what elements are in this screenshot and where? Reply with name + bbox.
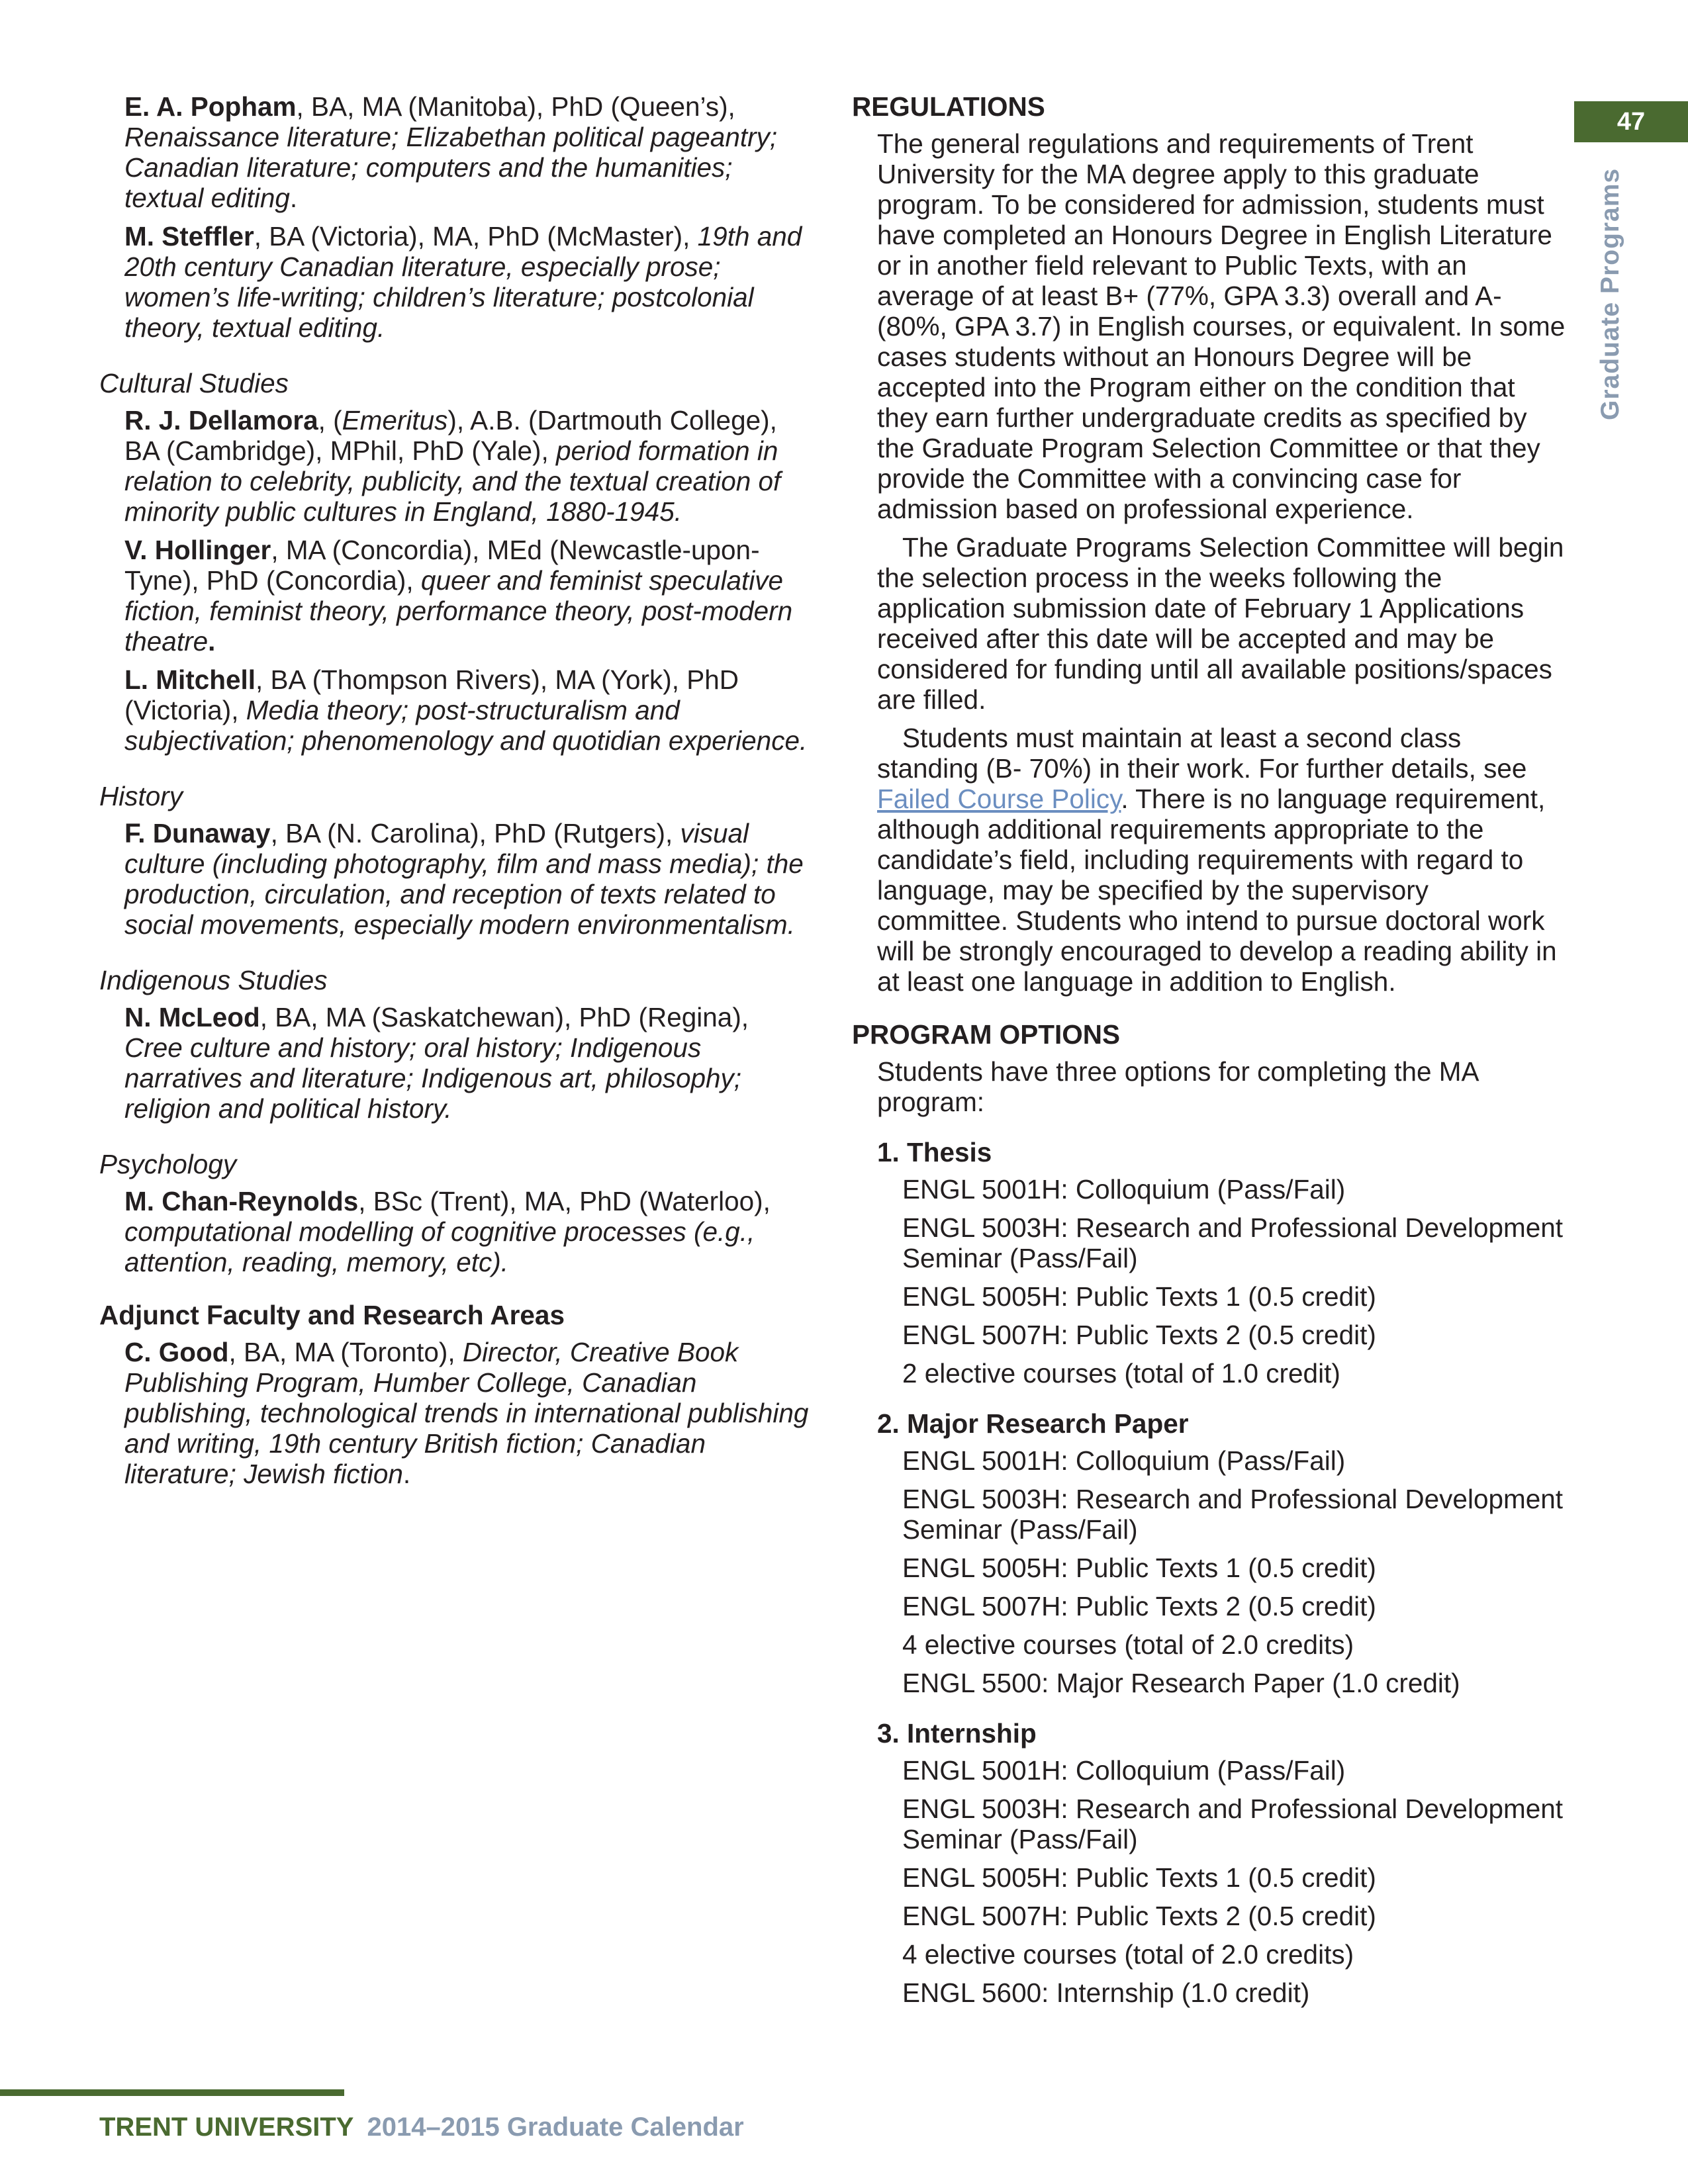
research-areas: Media theory; post-structuralism and subjectivation; phenomenology and quotidian experience. — [124, 695, 808, 756]
faculty-credentials: , BA, MA (Manitoba), PhD (Queen’s), — [296, 91, 735, 122]
course-item: ENGL 5007H: Public Texts 2 (0.5 credit) — [902, 1591, 1376, 1621]
option-thesis-heading: 1. Thesis — [877, 1137, 992, 1167]
faculty-name: F. Dunaway — [124, 818, 271, 848]
faculty-entry-good — [124, 1337, 814, 1489]
faculty-entry-steffler — [124, 221, 814, 343]
faculty-name: N. McLeod — [124, 1002, 260, 1032]
punctuation: . — [289, 183, 298, 213]
subheading-indigenous-studies: Indigenous Studies — [99, 965, 328, 995]
subheading-cultural-studies: Cultural Studies — [99, 368, 289, 398]
course-item: ENGL 5007H: Public Texts 2 (0.5 credit) — [902, 1901, 1376, 1931]
program-options-intro: Students have three options for completing the MA program: — [877, 1056, 1478, 1117]
course-item: ENGL 5500: Major Research Paper (1.0 credit) — [902, 1668, 1460, 1698]
punctuation: . — [208, 626, 216, 657]
faculty-credentials: , BA, MA (Toronto), — [228, 1337, 463, 1367]
course-item: ENGL 5005H: Public Texts 1 (0.5 credit) — [902, 1862, 1376, 1893]
research-areas: visual culture (including photography, film and mass media); the production, circulation, and reception of texts related to social movements, especially modern environmentalism. — [124, 818, 804, 940]
emeritus-label: Emeritus — [342, 405, 448, 435]
faculty-credentials: , BA (Victoria), MA, PhD (McMaster), — [254, 221, 698, 251]
page-number-tab: 47 — [1574, 101, 1688, 142]
faculty-credentials: , BA (N. Carolina), PhD (Rutgers), — [270, 818, 680, 848]
course-item: ENGL 5001H: Colloquium (Pass/Fail) — [902, 1174, 1346, 1205]
punctuation: , ( — [318, 405, 342, 435]
page-footer — [99, 2111, 744, 2143]
failed-course-policy-link[interactable]: Failed Course Policy — [877, 784, 1121, 814]
research-areas: queer and feminist speculative fiction, feminist theory, performance theory, post-modern theatre — [124, 565, 793, 657]
footer-calendar: 2014–2015 Graduate Calendar — [367, 2113, 744, 2142]
course-item: ENGL 5001H: Colloquium (Pass/Fail) — [902, 1445, 1346, 1476]
faculty-credentials: , MA (Concordia), MEd (Newcastle-upon-Tyne), PhD (Concordia), — [124, 535, 760, 596]
course-item: ENGL 5005H: Public Texts 1 (0.5 credit) — [902, 1553, 1376, 1583]
faculty-name: M. Chan-Reynolds — [124, 1186, 359, 1216]
paragraph-text: . There is no language requirement, although additional requirements appropriate to the candidate’s field, including requirements with regard to language, may be specified by the supervisory committee. Students who intend to pursue doctoral work will be strongly encouraged to develop a reading ability in at least one language in addition to English. — [877, 784, 1557, 997]
faculty-credentials: , BA (Thompson Rivers), MA (York), PhD (Victoria), — [124, 664, 739, 725]
faculty-entry-mcleod — [124, 1002, 814, 1124]
regulations-paragraph-1: The general regulations and requirements of Trent University for the MA degree apply to this graduate program. To be considered for admission, students must have completed an Honours Degree in English Literature or in another field relevant to Public Texts, with an average of at least B+ (77%, GPA 3.3) overall and A- (80%, GPA 3.7) in English courses, or equivalent. In some cases students without an Honours Degree will be accepted into the Program either on the condition that they earn further undergraduate credits as specified by the Graduate Program Selection Committee or that they provide the Committee with a convincing case for admission based on professional experience. — [877, 128, 1566, 524]
course-item: ENGL 5003H: Research and Professional Development Seminar (Pass/Fail) — [902, 1212, 1564, 1273]
subheading-psychology: Psychology — [99, 1149, 237, 1179]
course-item: ENGL 5003H: Research and Professional Development Seminar (Pass/Fail) — [902, 1484, 1564, 1545]
regulations-heading: REGULATIONS — [852, 91, 1045, 122]
program-options-heading: PROGRAM OPTIONS — [852, 1019, 1121, 1050]
course-item: ENGL 5007H: Public Texts 2 (0.5 credit) — [902, 1320, 1376, 1350]
research-areas: computational modelling of cognitive processes (e.g., attention, reading, memory, etc). — [124, 1216, 755, 1277]
course-item: ENGL 5005H: Public Texts 1 (0.5 credit) — [902, 1281, 1376, 1312]
faculty-name: E. A. Popham — [124, 91, 297, 122]
faculty-credentials: ), A.B. (Dartmouth College), BA (Cambridge), MPhil, PhD (Yale), — [124, 405, 777, 466]
subheading-history: History — [99, 781, 183, 811]
option-mrp-heading: 2. Major Research Paper — [877, 1408, 1189, 1439]
faculty-name: M. Steffler — [124, 221, 254, 251]
faculty-entry-hollinger — [124, 535, 814, 657]
course-item: ENGL 5600: Internship (1.0 credit) — [902, 1978, 1310, 2008]
faculty-credentials: , BA, MA (Saskatchewan), PhD (Regina), — [259, 1002, 749, 1032]
faculty-name: R. J. Dellamora — [124, 405, 318, 435]
research-areas: Cree culture and history; oral history; Indigenous narratives and literature; Indigenous art, philosophy; religion and political history. — [124, 1032, 742, 1124]
course-item: 4 elective courses (total of 2.0 credits) — [902, 1939, 1354, 1970]
course-item: 2 elective courses (total of 1.0 credit) — [902, 1358, 1340, 1388]
subheading-adjunct-faculty: Adjunct Faculty and Research Areas — [99, 1300, 565, 1330]
punctuation: . — [402, 1459, 411, 1489]
faculty-entry-dunaway — [124, 818, 814, 940]
program-column — [852, 91, 1567, 2016]
faculty-entry-chan-reynolds — [124, 1186, 814, 1277]
research-areas: period formation in relation to celebrity, publicity, and the textual creation of minority public cultures in England, 1880-1945. — [124, 435, 781, 527]
footer-rule — [0, 2089, 344, 2096]
course-item: ENGL 5001H: Colloquium (Pass/Fail) — [902, 1755, 1346, 1786]
regulations-paragraph-3 — [877, 723, 1567, 997]
research-areas: 19th and 20th century Canadian literature, especially prose; women’s life-writing; children’s literature; postcolonial theory, textual editing. — [124, 221, 802, 343]
paragraph-text: Students must maintain at least a second class standing (B- 70%) in their work. For further details, see — [877, 723, 1527, 784]
faculty-name: V. Hollinger — [124, 535, 271, 565]
faculty-name: C. Good — [124, 1337, 229, 1367]
research-areas: Renaissance literature; Elizabethan political pageantry; Canadian literature; computers and the humanities; textual editing — [124, 122, 778, 213]
research-areas: Director, Creative Book Publishing Program, Humber College, Canadian publishing, technological trends in international publishing and writing, 19th century British fiction; Canadian literature; Jewish fiction — [124, 1337, 809, 1489]
footer-university: TRENT UNIVERSITY — [99, 2113, 354, 2142]
course-item: ENGL 5003H: Research and Professional Development Seminar (Pass/Fail) — [902, 1794, 1564, 1854]
section-side-label: Graduate Programs — [1596, 167, 1624, 420]
option-internship-heading: 3. Internship — [877, 1718, 1037, 1749]
course-item: 4 elective courses (total of 2.0 credits) — [902, 1629, 1354, 1660]
faculty-column — [99, 91, 814, 1497]
faculty-entry-popham — [124, 91, 814, 213]
faculty-credentials: , BSc (Trent), MA, PhD (Waterloo), — [358, 1186, 771, 1216]
faculty-entry-dellamora — [124, 405, 814, 527]
regulations-paragraph-2: The Graduate Programs Selection Committee will begin the selection process in the weeks following the application submission date of February 1 Applications received after this date will be accepted and may be considered for funding until all available positions/spaces are filled. — [877, 532, 1564, 715]
faculty-name: L. Mitchell — [124, 664, 256, 695]
faculty-entry-mitchell — [124, 664, 814, 756]
